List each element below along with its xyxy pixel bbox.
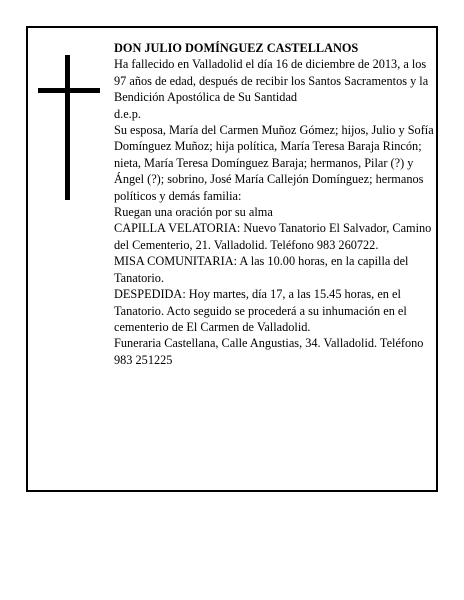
mass-info: MISA COMUNITARIA: A las 10.00 horas, en la capilla del Tanatorio. xyxy=(114,254,409,285)
deceased-name: DON JULIO DOMÍNGUEZ CASTELLANOS xyxy=(114,41,359,55)
cross-horizontal-bar xyxy=(38,88,100,93)
notice-body xyxy=(114,40,434,368)
cross-vertical-bar xyxy=(65,55,70,200)
cross-icon xyxy=(38,55,100,200)
funeral-home-info: Funeraria Castellana, Calle Angustias, 34. Valladolid. Teléfono 983 251225 xyxy=(114,336,424,367)
rip-line: d.e.p. xyxy=(114,106,141,121)
farewell-info: DESPEDIDA: Hoy martes, día 17, a las 15.45 horas, en el Tanatorio. Acto seguido se procederá a su inhumación en el cementerio de El Carmen de Valladolid. xyxy=(114,287,407,334)
chapel-info: CAPILLA VELATORIA: Nuevo Tanatorio El Salvador, Camino del Cementerio, 21. Valladolid. Teléfono 983 260722. xyxy=(114,221,432,252)
family-list: Su esposa, María del Carmen Muñoz Gómez; hijos, Julio y Sofía Domínguez Muñoz; hija política, María Teresa Baraja Rincón; nieta, María Teresa Domínguez Baraja; hermanos, Pilar (?) y Ángel (?); sobrino, José María Callejón Domínguez; hermanos políticos y demás familia: xyxy=(114,123,434,203)
death-announcement: Ha fallecido en Valladolid el día 16 de diciembre de 2013, a los 97 años de edad, después de recibir los Santos Sacramentos y la Bendición Apostólica de Su Santidad xyxy=(114,57,429,105)
prayer-request: Ruegan una oración por su alma xyxy=(114,205,273,220)
obituary-notice xyxy=(26,26,438,492)
